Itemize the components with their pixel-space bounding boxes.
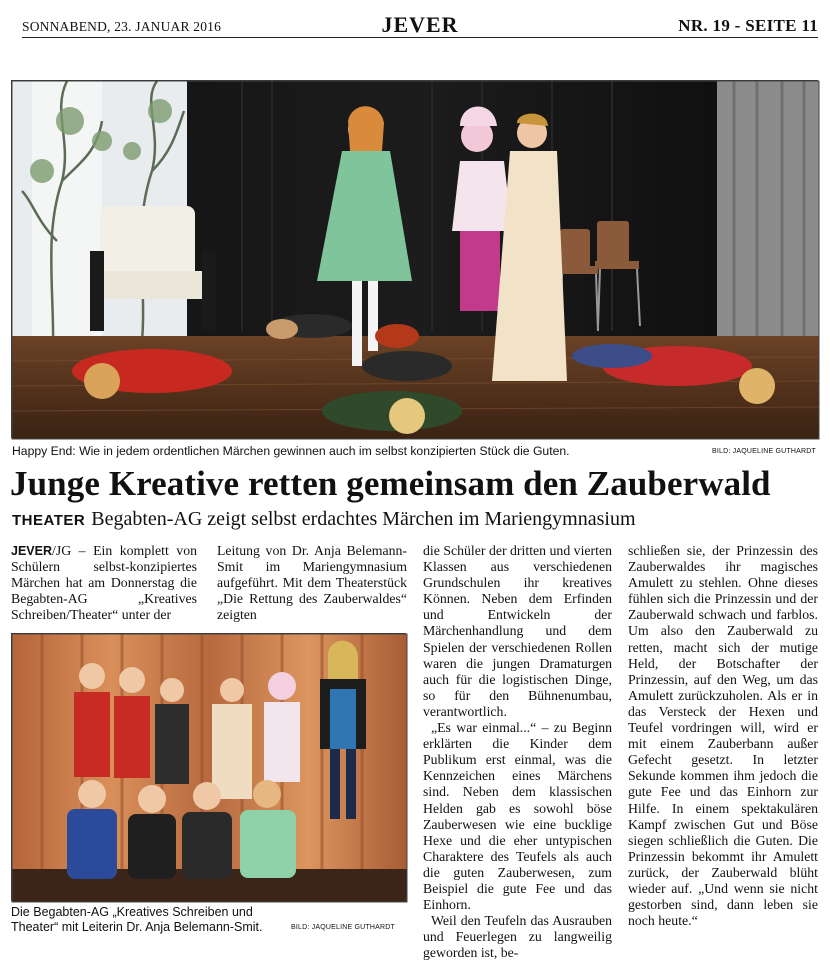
article-column-4	[628, 543, 818, 929]
page-header	[22, 10, 818, 38]
subheadline-text: Begabten-AG zeigt selbst erdachtes Märchen im Mariengymnasium	[91, 508, 636, 530]
photo-credit: BILD: JAQUELINE GUTHARDT	[712, 448, 816, 455]
article-headline: Junge Kreative retten gemeinsam den Zauberwald	[10, 464, 771, 503]
issue-date: SONNABEND, 23. JANUAR 2016	[22, 19, 222, 34]
article-column-2	[217, 543, 407, 623]
article-column-1	[11, 543, 197, 623]
byline: JEVER	[11, 544, 52, 558]
article-subheadline	[12, 508, 636, 531]
group-photo-credit: BILD: JAQUELINE GUTHARDT	[291, 924, 395, 931]
paragraph: „Es war einmal...“ – zu Beginn erklärten die Kinder dem Publikum erst einmal, was die Kennzeichen eines Märchens sind. Neben dem klassischen Helden gab es sowohl böse Zauberwesen wie eine bucklige Hexe und die eher untypischen Charaktere des Teufels als auch die guten Zauberwesen, zum Beispiel die gute Fee und das Einhorn.	[423, 720, 612, 913]
article-kicker: THEATER	[12, 512, 86, 529]
section-title: JEVER	[381, 12, 459, 37]
stage-photo	[11, 80, 818, 438]
group-photo	[11, 633, 406, 901]
column-text: Leitung von Dr. Anja Belemann-Smit im Mariengymnasium aufgeführt. Mit dem Theaterstück „Die Rettung des Zauberwaldes“ zeigten	[217, 543, 407, 623]
paragraph: Weil den Teufeln das Ausrauben und Feuerlegen zu langweilig geworden ist, be-	[423, 913, 612, 961]
photo-caption: Happy End: Wie in jedem ordentlichen Märchen gewinnen auch im selbst konzipierten Stück die Guten.	[12, 444, 570, 458]
column-text: schließen sie, der Prinzessin des Zauberwaldes ihr magisches Amulett zu stehlen. Ohne dieses fühlen sich die Prinzessin und der Zauberwald schwach und farblos. Um also den Zauberwald zu retten, macht sich der mutige Held, der Botschafter der Prinzessin, auf den Weg, um das Amulett zurückzuholen. Als er in das Versteck der Hexen und Teufel vordringen will, wird er mit einem Zauberbann außer Gefecht gesetzt. In letzter Sekunde kommen ihm jedoch die gute Fee und das Einhorn zur Hilfe. In einem spektakulären Kampf zwischen Gut und Böse siegen schließlich die Guten. Die Prinzessin bekommt ihr Amulett zurück, der Zauberwald blüht wieder auf. „Und wenn sie nicht gestorben sind, dann leben sie noch heute.“	[628, 543, 818, 929]
page-number: NR. 19 - SEITE 11	[678, 16, 818, 35]
column-text: /JG – Ein komplett von Schülern selbst-konzipiertes Märchen hat am Donnerstag die Begabten-AG „Kreatives Schreiben/Theater“ unter der	[11, 543, 197, 623]
article-column-3	[423, 543, 612, 961]
paragraph: die Schüler der dritten und vierten Klassen aus verschiedenen Grundschulen ihr kreatives Können. Neben dem Erfinden und Entwickeln der Märchenhandlung und dem Spielen der verschiedenen Rollen waren die jungen Dramaturgen auch für die logistischen Dinge, so für den Bühnenumbau, verantwortlich.	[423, 543, 612, 719]
group-photo-caption: Die Begabten-AG „Kreatives Schreiben und Theater“ mit Leiterin Dr. Anja Belemann-Smit.	[11, 905, 263, 934]
